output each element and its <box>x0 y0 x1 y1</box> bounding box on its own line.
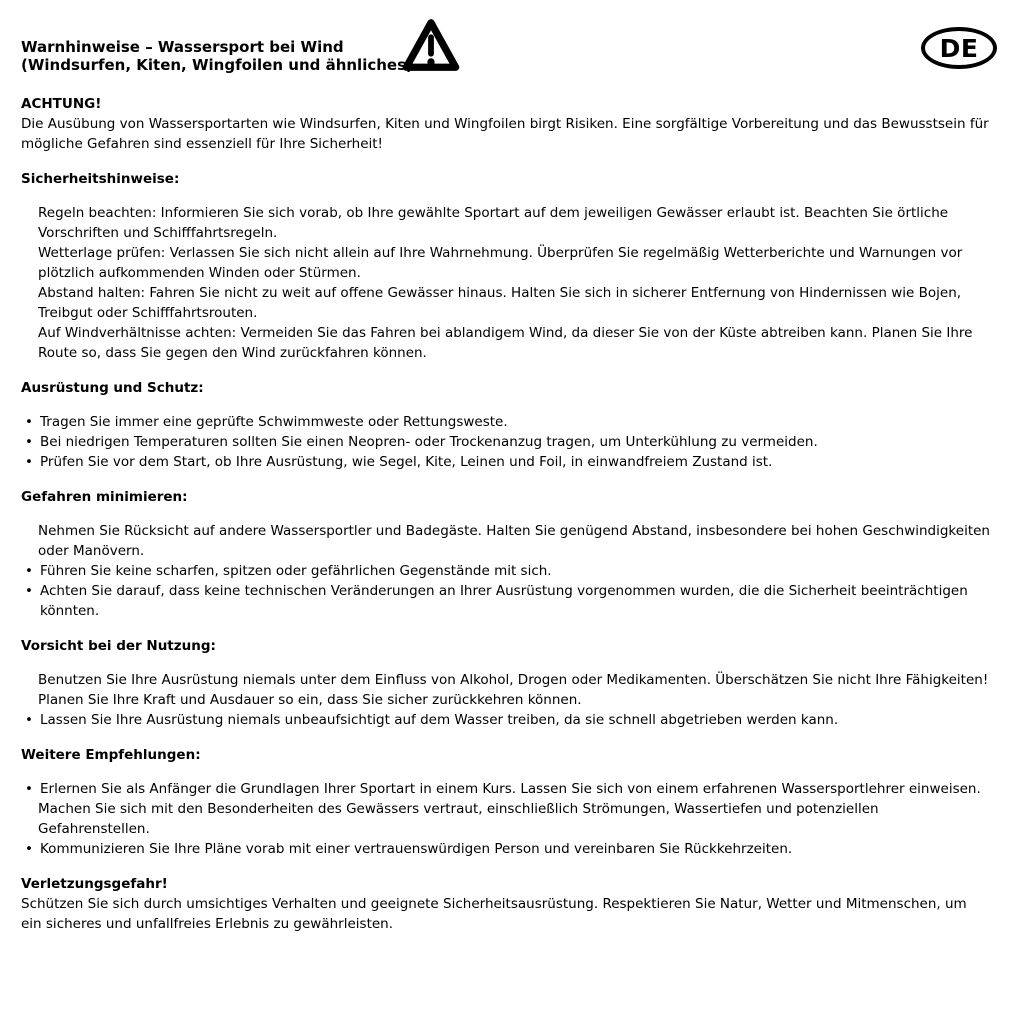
bullet-item <box>21 779 990 799</box>
bullet-icon: • <box>25 781 33 797</box>
page-title-line2: (Windsurfen, Kiten, Wingfoilen und ähnliches) <box>21 56 413 74</box>
section-heading: Ausrüstung und Schutz: <box>21 380 204 396</box>
section-heading: Sicherheitshinweise: <box>21 171 180 187</box>
bullet-icon: • <box>25 563 33 579</box>
bullet-item <box>21 561 990 581</box>
section-heading: Gefahren minimieren: <box>21 489 188 505</box>
document-header <box>0 0 1020 80</box>
bullet-item <box>21 432 990 452</box>
bullet-item <box>21 412 990 432</box>
bullet-icon: • <box>25 841 33 857</box>
paragraph: Wetterlage prüfen: Verlassen Sie sich nicht allein auf Ihre Wahrnehmung. Überprüfen Sie regelmäßig Wetterberichte und Warnungen vor plötzlich aufkommenden Winden oder Stürmen. <box>38 245 963 281</box>
bullet-item <box>21 452 990 472</box>
bullet-text: Kommunizieren Sie Ihre Pläne vorab mit einer vertrauenswürdigen Person und vereinbaren Sie Rückkehrzeiten. <box>40 841 793 857</box>
section-heading: Vorsicht bei der Nutzung: <box>21 638 216 654</box>
paragraph: Machen Sie sich mit den Besonderheiten des Gewässers vertraut, einschließlich Strömungen, Wassertiefen und potenziellen Gefahrenstellen. <box>38 801 879 837</box>
section-heading: ACHTUNG! <box>21 96 102 112</box>
bullet-item <box>21 710 990 730</box>
language-badge-label: DE <box>939 33 979 63</box>
bullet-text: Lassen Sie Ihre Ausrüstung niemals unbeaufsichtigt auf dem Wasser treiben, da sie schnell abgetrieben werden kann. <box>40 712 839 728</box>
bullet-text: Achten Sie darauf, dass keine technischen Veränderungen an Ihrer Ausrüstung vorgenommen wurden, die die Sicherheit beeinträchtigen könnten. <box>40 583 968 619</box>
bullet-text: Tragen Sie immer eine geprüfte Schwimmweste oder Rettungsweste. <box>40 414 508 430</box>
bullet-icon: • <box>25 414 33 430</box>
bullet-icon: • <box>25 583 33 599</box>
section-heading: Weitere Empfehlungen: <box>21 747 201 763</box>
section <box>21 874 990 934</box>
page-title <box>21 38 413 74</box>
section-heading: Verletzungsgefahr! <box>21 876 168 892</box>
bullet-text: Erlernen Sie als Anfänger die Grundlagen Ihrer Sportart in einem Kurs. Lassen Sie sich von einem erfahrenen Wassersportlehrer einweisen. <box>40 781 981 797</box>
paragraph: Regeln beachten: Informieren Sie sich vorab, ob Ihre gewählte Sportart auf dem jeweiligen Gewässer erlaubt ist. Beachten Sie örtliche Vorschriften und Schifffahrtsregeln. <box>38 205 949 241</box>
section <box>21 487 990 621</box>
bullet-text: Führen Sie keine scharfen, spitzen oder gefährlichen Gegenstände mit sich. <box>40 563 552 579</box>
bullet-text: Prüfen Sie vor dem Start, ob Ihre Ausrüstung, wie Segel, Kite, Leinen und Foil, in einwandfreiem Zustand ist. <box>40 454 773 470</box>
paragraph: Benutzen Sie Ihre Ausrüstung niemals unter dem Einfluss von Alkohol, Drogen oder Medikamenten. Überschätzen Sie nicht Ihre Fähigkeiten! Planen Sie Ihre Kraft und Ausdauer so ein, dass Sie sicher zurückkehren können. <box>38 672 989 708</box>
paragraph: Die Ausübung von Wassersportarten wie Windsurfen, Kiten und Wingfoilen birgt Risiken. Eine sorgfältige Vorbereitung und das Bewusstsein für mögliche Gefahren sind essenziell für Ihre Sicherheit! <box>21 116 989 152</box>
bullet-text: Bei niedrigen Temperaturen sollten Sie einen Neopren- oder Trockenanzug tragen, um Unterkühlung zu vermeiden. <box>40 434 818 450</box>
paragraph: Nehmen Sie Rücksicht auf andere Wassersportler und Badegäste. Halten Sie genügend Abstand, insbesondere bei hohen Geschwindigkeiten oder Manövern. <box>38 523 990 559</box>
page-title-line1: Warnhinweise – Wassersport bei Wind <box>21 38 344 56</box>
section <box>21 378 990 472</box>
bullet-icon: • <box>25 434 33 450</box>
language-badge <box>921 27 997 69</box>
paragraph: Auf Windverhältnisse achten: Vermeiden Sie das Fahren bei ablandigem Wind, da dieser Sie von der Küste abtreiben kann. Planen Sie Ihre Route so, dass Sie gegen den Wind zurückfahren können. <box>38 325 973 361</box>
bullet-item <box>21 839 990 859</box>
section <box>21 636 990 730</box>
section <box>21 94 990 154</box>
document-body <box>0 80 1020 934</box>
section <box>21 745 990 859</box>
paragraph: Schützen Sie sich durch umsichtiges Verhalten und geeignete Sicherheitsausrüstung. Respektieren Sie Natur, Wetter und Mitmenschen, um ein sicheres und unfallfreies Erlebnis zu gewährleisten. <box>21 896 967 932</box>
paragraph: Abstand halten: Fahren Sie nicht zu weit auf offene Gewässer hinaus. Halten Sie sich in sicherer Entfernung von Hindernissen wie Bojen, Treibgut oder Schifffahrtsrouten. <box>38 285 962 321</box>
bullet-icon: • <box>25 454 33 470</box>
warning-triangle-icon <box>402 16 460 76</box>
section <box>21 169 990 363</box>
bullet-icon: • <box>25 712 33 728</box>
bullet-item <box>21 581 990 621</box>
